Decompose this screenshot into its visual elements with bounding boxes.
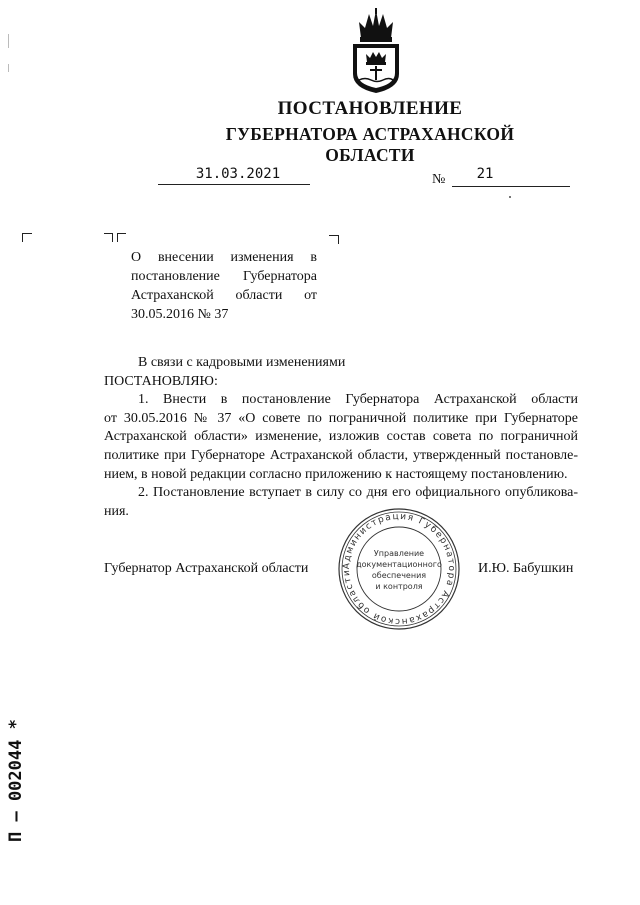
- intro-text: В связи с кадровыми изменениями: [138, 355, 346, 370]
- document-body: [104, 354, 578, 521]
- document-subject: [131, 248, 317, 324]
- paragraph-1-line: Астраханской области» изменение, изложив состав совета по пограничной: [104, 429, 578, 445]
- signatory-position: Губернатор Астраханской области: [104, 561, 309, 576]
- corner-mark: [329, 235, 339, 244]
- paragraph-1-line: 1. Внести в постановление Губернатора Астраханской области: [138, 392, 578, 408]
- document-number: 21: [476, 166, 494, 182]
- stamp-outer-text: Администрация Губернатора Астраханской области: [341, 511, 457, 627]
- subject-line: Астраханской области от: [131, 288, 317, 303]
- subject-line: О внесении изменения в: [131, 250, 317, 265]
- stamp-inner-line: и контроля: [375, 582, 423, 591]
- margin-mark: [8, 64, 9, 72]
- official-stamp: [336, 507, 462, 631]
- corner-mark: [117, 233, 126, 242]
- paragraph-1-line: нием, в новой редакции согласно приложению к настоящему постановлению.: [104, 466, 568, 482]
- paragraph-1-line: политике при Губернаторе Астраханской области, утвержденный постановле-: [104, 447, 578, 463]
- paragraph-2-line: ния.: [104, 503, 129, 519]
- speck: [509, 196, 511, 198]
- subject-line: постановление Губернатора: [131, 269, 317, 284]
- registration-code-text: П – 002044 *: [6, 719, 26, 842]
- registration-code: [4, 692, 26, 842]
- paragraph-1-line: от 30.05.2016 № 37 «О совете по пограничной политике при Губернаторе: [104, 410, 578, 426]
- stamp-inner-line: обеспечения: [371, 571, 427, 580]
- corner-mark: [104, 233, 113, 242]
- stamp-inner-line: документационного: [356, 560, 442, 569]
- decree-word: ПОСТАНОВЛЯЮ:: [104, 373, 218, 389]
- issuer-title: ГУБЕРНАТОРА АСТРАХАНСКОЙ ОБЛАСТИ: [225, 124, 515, 165]
- number-sign: №: [432, 172, 446, 187]
- stamp-inner-line: Управление: [373, 549, 425, 558]
- corner-mark: [22, 233, 32, 242]
- document-date: 31.03.2021: [195, 166, 281, 182]
- date-underline: [158, 184, 310, 185]
- paragraph-2-line: 2. Постановление вступает в силу со дня его официального опубликова-: [138, 485, 578, 501]
- number-underline: [452, 186, 570, 187]
- signatory-name: И.Ю. Бабушкин: [478, 561, 574, 576]
- margin-mark: [8, 34, 9, 48]
- coat-of-arms-icon: [345, 8, 407, 94]
- subject-line: 30.05.2016 № 37: [131, 307, 229, 322]
- document-type-title: ПОСТАНОВЛЕНИЕ: [277, 98, 463, 119]
